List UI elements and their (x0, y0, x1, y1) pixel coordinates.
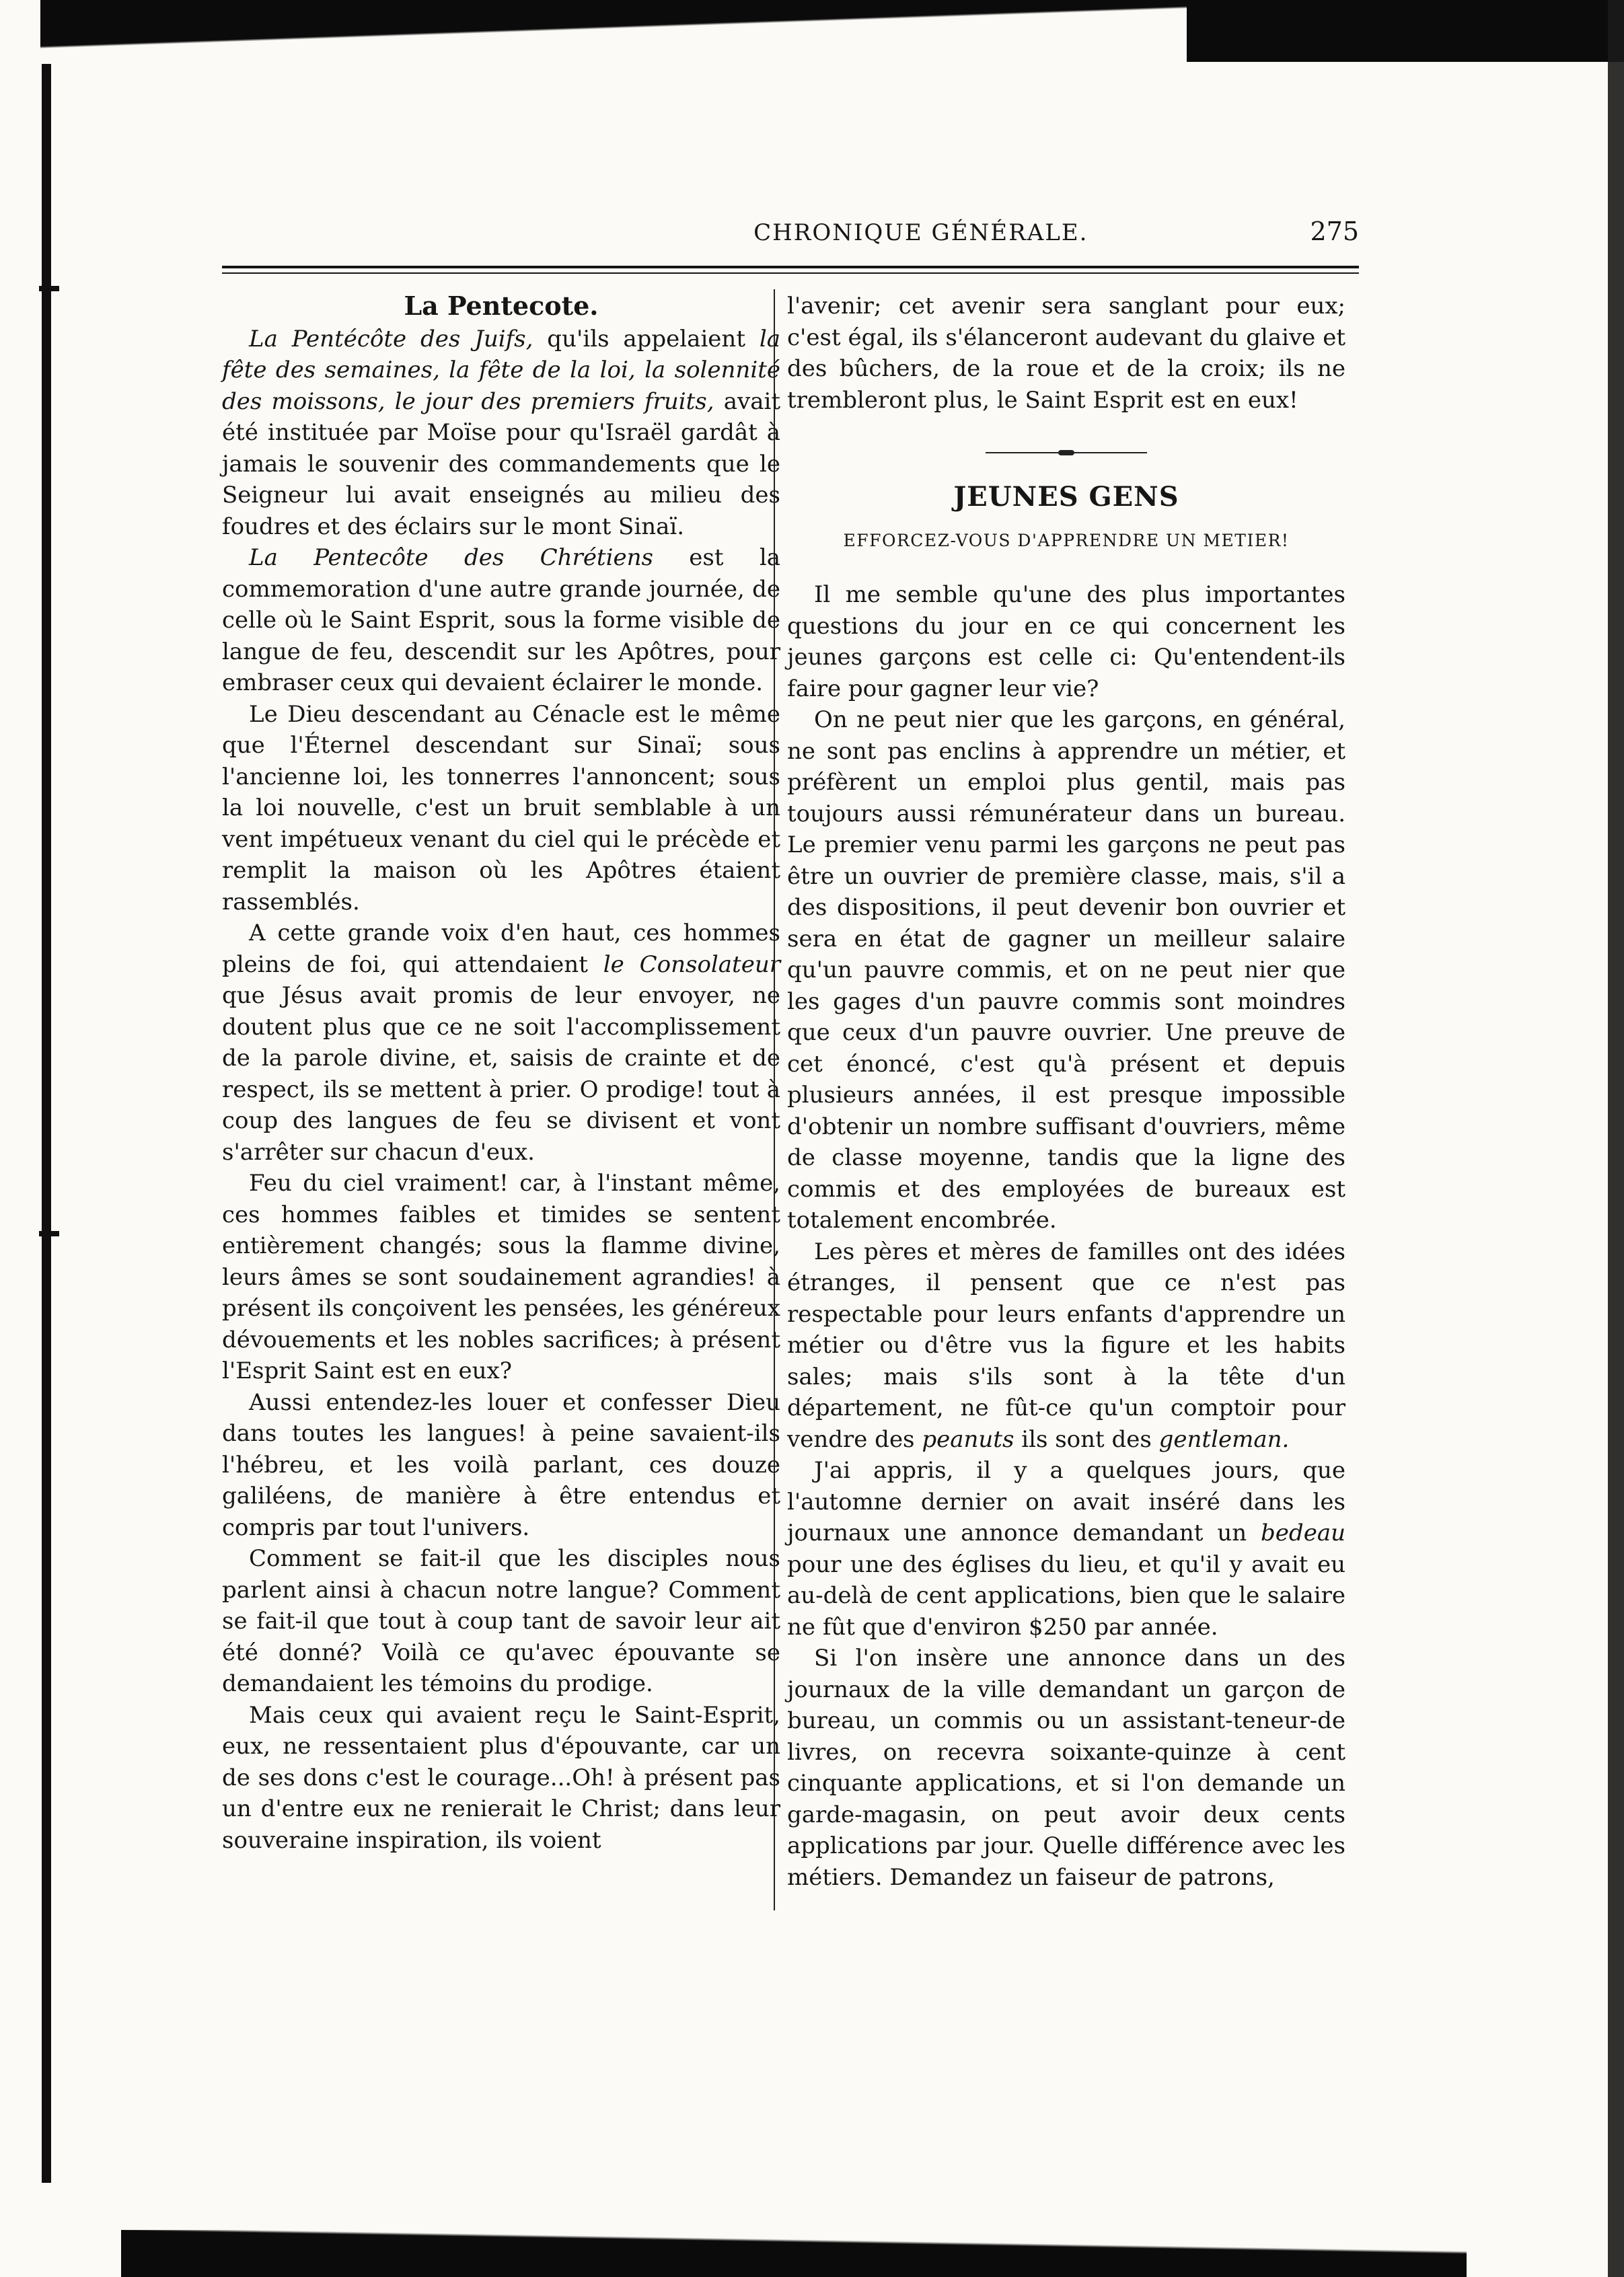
paragraph: Le Dieu descendant au Cénacle est le même que l'Éternel descendant sur Sinaï; sous l'ancienne loi, les tonnerres l'annoncent; sous la loi nouvelle, c'est un bruit semblable à un vent impétueux venant du ciel qui le précède et remplit la maison où les Apôtres étaient rassemblés. (222, 700, 780, 916)
text: avait été instituée par Moïse pour qu'Israël gardât à jamais le souvenir des commandements que le Seigneur lui avait enseignés au milieu des foudres et des éclairs sur le mont Sinaï. (222, 387, 780, 540)
text: ils sont des (1014, 1425, 1159, 1453)
scan-border-top-right (1187, 0, 1624, 62)
text: Les pères et mères de familles ont des idées étranges, il pensent que ce n'est pas respectable pour leurs enfants d'apprendre un métier ou d'être vus la figure et les habits sales; mais s'ils sont à la tête d'un département, ne fût-ce qu'un comptoir pour vendre des (787, 1238, 1345, 1453)
italic-text: la fête des semaines, la fête de la loi, la solennité des moissons, le jour des premiers fruits, (222, 325, 781, 415)
running-title: CHRONIQUE GÉNÉRALE. (753, 219, 1088, 246)
article-title: La Pentecote. (404, 291, 599, 321)
italic-text: La Pentecôte des Chrétiens (249, 544, 653, 571)
text: J'ai appris, il y a quelques jours, que l'automne dernier on avait inséré dans les journaux une annonce demandant un (787, 1457, 1345, 1546)
scan-mark (39, 286, 59, 291)
italic-text: gentleman. (1158, 1425, 1290, 1453)
text: que Jésus avait promis de leur envoyer, ne doutent plus que ce ne soit l'accomplissement de la parole divine, et, saisis de crainte et de respect, ils se mettent à prier. O prodige! tout à coup des langues de feu se divisent et vont s'arrêter sur chacun d'eux. (222, 982, 780, 1166)
paragraph: Mais ceux qui avaient reçu le Saint-Esprit, eux, ne ressentaient plus d'épouvante, car un de ses dons c'est le courage...Oh! à présent pas un d'entre eux ne renierait le Christ; dans leur souveraine inspiration, ils voient (222, 1701, 780, 1854)
paragraph: Feu du ciel vraiment! car, à l'instant même, ces hommes faibles et timides se sentent entièrement changés; sous la flamme divine, leurs âmes se sont soudainement agrandies! à présent ils conçoivent les pensées, les généreux dévouements et les nobles sacrifices; à présent l'Esprit Saint est en eux? (222, 1170, 780, 1384)
header-rule-thin (222, 272, 1359, 274)
scan-border-right (1608, 0, 1624, 2277)
text: est la commemoration d'une autre grande journée, de celle où le Saint Esprit, sous la forme visible de langue de feu, descendit sur les Apôtres, pour embraser ceux qui devaient éclairer le monde. (222, 544, 780, 696)
text: pour une des églises du lieu, et qu'il y avait eu au-delà de cent applications, bien que le salaire ne fût que d'environ $250 par année. (787, 1551, 1345, 1641)
paragraph: Si l'on insère une annonce dans un des journaux de la ville demandant un garçon de bureau, un commis ou un assistant-teneur-de livres, on recevra soixante-quinze à cent cinquante applications, et si l'on demande un garde-magasin, on peut avoir deux cents applications par jour. Quelle différence avec les métiers. Demandez un faiseur de patrons, (787, 1645, 1345, 1891)
left-column (222, 291, 780, 1856)
header-rule (222, 266, 1359, 268)
paragraph: Comment se fait-il que les disciples nous parlent ainsi à chacun notre langue? Comment se fait-il que tout à coup tant de savoir leur ait été donné? Voilà ce qu'avec épouvante se demandaient les témoins du prodige. (222, 1545, 780, 1697)
section-separator (986, 452, 1147, 453)
section-subtitle: EFFORCEZ-VOUS D'APPRENDRE UN METIER! (843, 530, 1290, 550)
paragraph (787, 1236, 1345, 1456)
scan-mark (39, 1231, 59, 1236)
paragraph (222, 918, 780, 1168)
italic-text: le Consolateur (603, 950, 780, 978)
paragraph: l'avenir; cet avenir sera sanglant pour eux; c'est égal, ils s'élanceront audevant du glaive et des bûchers, de la roue et de la croix; ils ne trembleront plus, le Saint Esprit est en eux! (787, 293, 1345, 414)
page-number: 275 (1310, 217, 1359, 246)
scan-border-left (42, 64, 51, 2183)
paragraph (222, 324, 780, 543)
right-column (787, 291, 1345, 1893)
paragraph (222, 542, 780, 699)
text: A cette grande voix d'en haut, ces hommes pleins de foi, qui attendaient (222, 920, 780, 978)
scan-border-bottom (121, 2230, 1467, 2277)
paragraph: On ne peut nier que les garçons, en général, ne sont pas enclins à apprendre un métier, et préfèrent un emploi plus gentil, mais pas toujours aussi rémunérateur dans un bureau. Le premier venu parmi les garçons ne peut pas être un ouvrier de première classe, mais, s'il a des dispositions, il peut devenir bon ouvrier et sera en état de gagner un meilleur salaire qu'un pauvre commis, et on ne peut nier que les gages d'un pauvre commis sont moindres que ceux d'un pauvre ouvrier. Une preuve de cet énoncé, c'est qu'à présent et depuis plusieurs années, il est presque impossible d'obtenir un nombre suffisant d'ouvriers, même de classe moyenne, tandis que la ligne des commis et des employées de bureaux est totalement encombrée. (787, 706, 1345, 1234)
paragraph: Aussi entendez-les louer et confesser Dieu dans toutes les langues! à peine savaient-ils l'hébreu, et les voilà parlant, ces douze galiléens, de manière à être entendus et compris par tout l'univers. (222, 1388, 780, 1541)
italic-text: bedeau (1261, 1520, 1345, 1546)
text: qu'ils appelaient (533, 325, 760, 352)
paragraph (787, 1455, 1345, 1643)
paragraph: Il me semble qu'une des plus importantes questions du jour en ce qui concernent les jeunes garçons est celle ci: Qu'entendent-ils faire pour gagner leur vie? (787, 581, 1345, 702)
page-header (222, 217, 1359, 246)
italic-text: peanuts (922, 1425, 1014, 1453)
section-title: JEUNES GENS (953, 481, 1179, 513)
italic-text: La Pentécôte des Juifs, (249, 325, 533, 352)
